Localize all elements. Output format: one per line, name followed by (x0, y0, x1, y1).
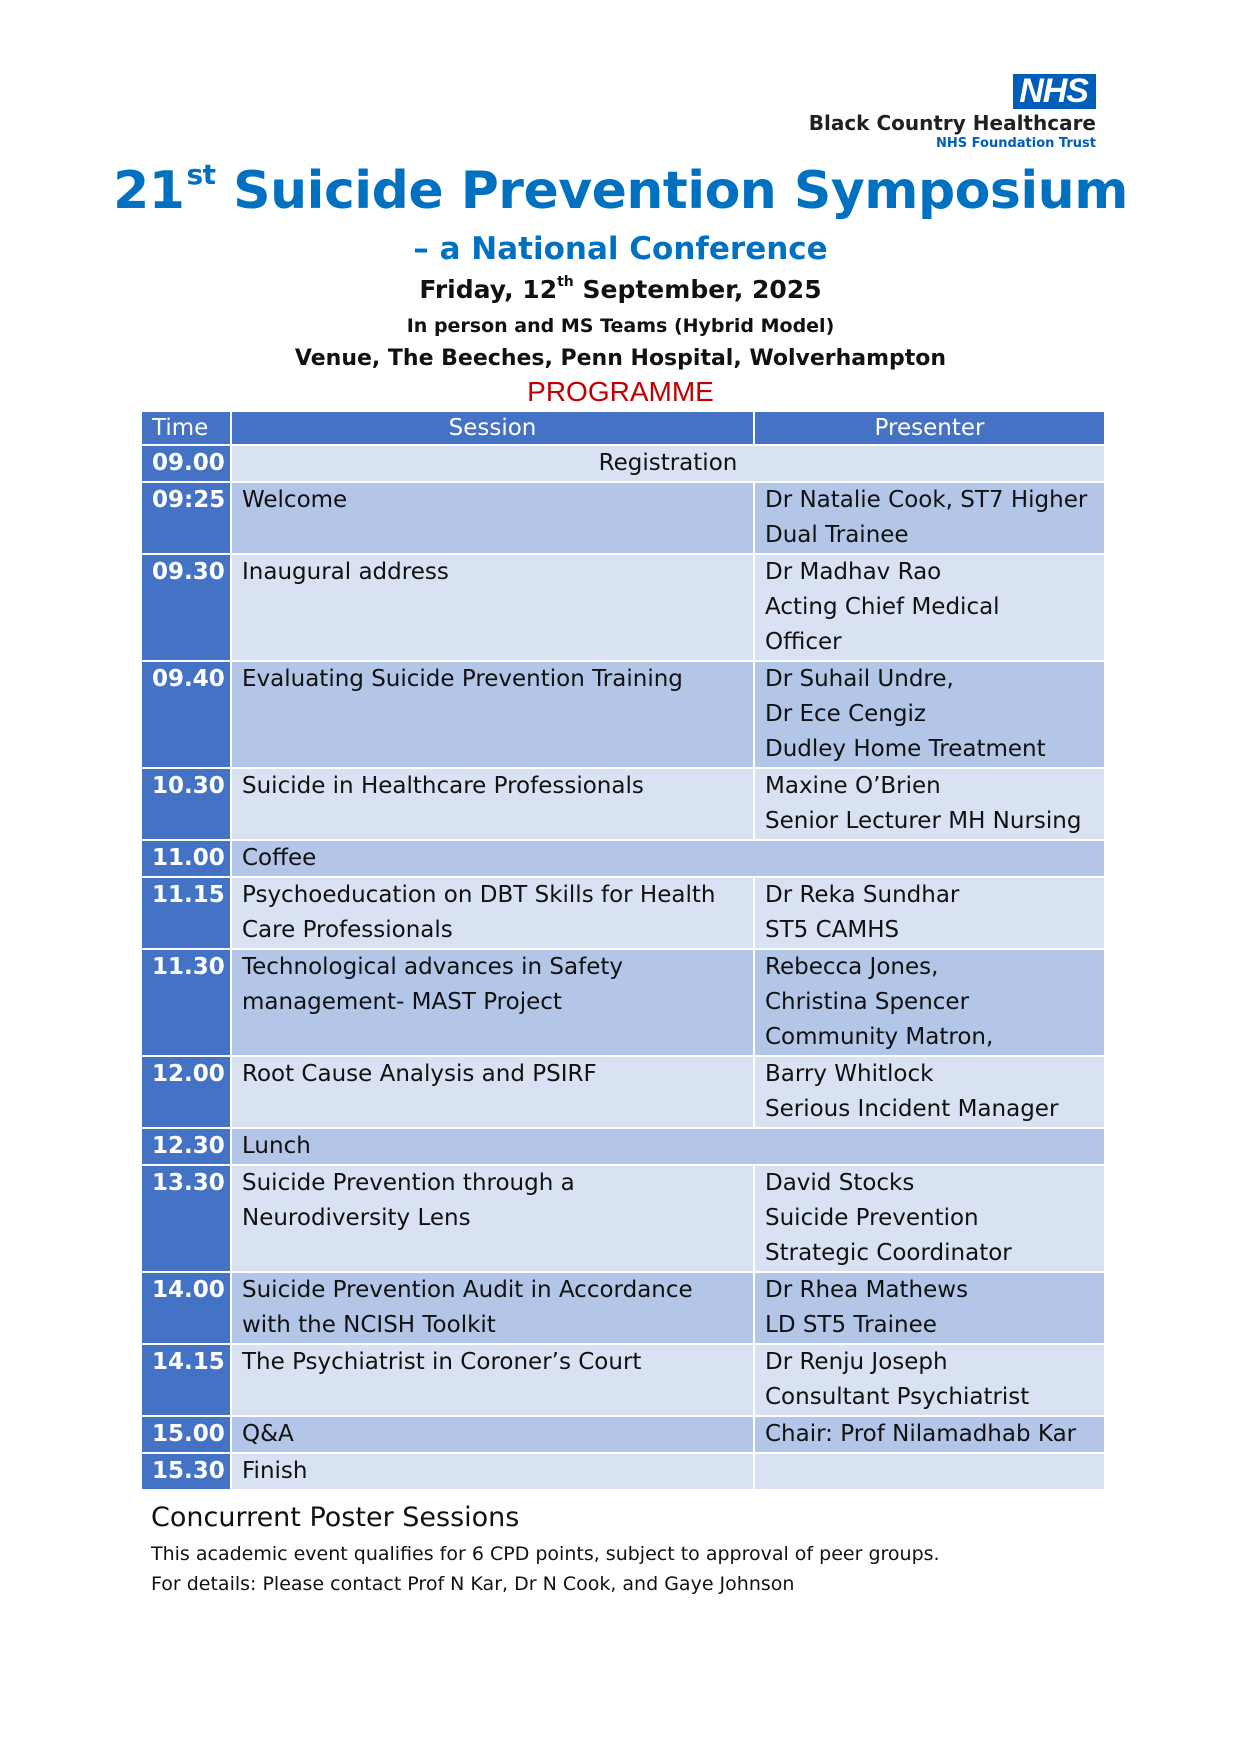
row-session (231, 1056, 754, 1128)
row-time: 15.30 (141, 1453, 231, 1490)
table-row (141, 840, 1105, 877)
table-row (141, 554, 1105, 661)
row-time: 09.30 (141, 554, 231, 661)
row-session (231, 877, 754, 949)
table-row (141, 768, 1105, 840)
row-time: 15.00 (141, 1416, 231, 1453)
row-time: 09.40 (141, 661, 231, 768)
row-presenter (754, 1165, 1105, 1272)
row-presenter (754, 1453, 1105, 1490)
row-presenter (754, 768, 1105, 840)
presenter-line: Rebecca Jones, (765, 954, 939, 980)
row-session (231, 949, 754, 1056)
table-row-registration (141, 445, 1105, 482)
row-time: 12.30 (141, 1128, 231, 1165)
row-session (231, 661, 754, 768)
presenter-line: Dual Trainee (765, 522, 909, 548)
row-presenter (754, 1344, 1105, 1416)
header-presenter: Presenter (754, 411, 1105, 445)
trust-name: Black Country Healthcare (808, 111, 1096, 135)
presenter-line: Maxine O’Brien (765, 773, 941, 799)
row-presenter (754, 554, 1105, 661)
session-line: management- MAST Project (242, 989, 562, 1015)
row-time: 11.00 (141, 840, 231, 877)
trust-subtitle: NHS Foundation Trust (936, 136, 1096, 151)
presenter-line: Dr Renju Joseph (765, 1349, 948, 1375)
session-line: Inaugural address (242, 559, 449, 585)
session-line: Lunch (242, 1133, 311, 1159)
session-line: Q&A (242, 1421, 294, 1447)
row-time: 09.00 (141, 445, 231, 482)
page-subtitle: – a National Conference (413, 231, 828, 267)
presenter-line: Christina Spencer (765, 989, 970, 1015)
row-session (231, 840, 1105, 877)
table-row (141, 1128, 1105, 1165)
presenter-line: Consultant Psychiatrist (765, 1384, 1030, 1410)
row-time: 13.30 (141, 1165, 231, 1272)
presenter-line: Dudley Home Treatment (765, 736, 1046, 762)
session-line: Suicide in Healthcare Professionals (242, 773, 644, 799)
row-presenter (754, 1272, 1105, 1344)
presenter-line: Dr Rhea Mathews (765, 1277, 969, 1303)
row-time: 14.15 (141, 1344, 231, 1416)
presenter-line: Chair: Prof Nilamadhab Kar (765, 1421, 1077, 1447)
presenter-line: Serious Incident Manager (765, 1096, 1059, 1122)
title-number: 21 (113, 161, 185, 221)
row-session (231, 554, 754, 661)
table-row (141, 1416, 1105, 1453)
row-time: 10.30 (141, 768, 231, 840)
event-date (0, 274, 1241, 304)
presenter-line: David Stocks (765, 1170, 915, 1196)
contact-note: For details: Please contact Prof N Kar, Dr N Cook, and Gaye Johnson (151, 1573, 795, 1595)
row-session (231, 1272, 754, 1344)
presenter-line: Community Matron, (765, 1024, 994, 1050)
row-session: Registration (231, 445, 1105, 482)
table-row (141, 949, 1105, 1056)
event-mode: In person and MS Teams (Hybrid Model) (406, 315, 835, 337)
page-title (0, 158, 1241, 221)
row-session (231, 482, 754, 554)
row-session (231, 768, 754, 840)
session-line: Care Professionals (242, 917, 453, 943)
programme-table (140, 410, 1106, 1491)
table-row (141, 1056, 1105, 1128)
row-session (231, 1344, 754, 1416)
date-prefix: Friday, 12 (419, 275, 558, 304)
row-presenter (754, 1056, 1105, 1128)
presenter-line: Dr Natalie Cook, ST7 Higher (765, 487, 1088, 513)
row-presenter (754, 877, 1105, 949)
presenter-line: LD ST5 Trainee (765, 1312, 937, 1338)
table-row (141, 1344, 1105, 1416)
presenter-line: Acting Chief Medical (765, 594, 1000, 620)
session-line: Coffee (242, 845, 317, 871)
presenter-line: Suicide Prevention (765, 1205, 979, 1231)
poster-sessions-heading: Concurrent Poster Sessions (151, 1502, 520, 1533)
title-text: Suicide Prevention Symposium (233, 161, 1128, 221)
session-line: Neurodiversity Lens (242, 1205, 471, 1231)
session-line: Evaluating Suicide Prevention Training (242, 666, 683, 692)
programme-heading: PROGRAMME (527, 376, 714, 407)
cpd-note: This academic event qualifies for 6 CPD points, subject to approval of peer groups. (151, 1543, 940, 1565)
table-row (141, 482, 1105, 554)
row-session (231, 1165, 754, 1272)
session-line: Psychoeducation on DBT Skills for Health (242, 882, 716, 908)
row-time: 09:25 (141, 482, 231, 554)
presenter-line: ST5 CAMHS (765, 917, 900, 943)
session-line: Suicide Prevention through a (242, 1170, 575, 1196)
row-time: 11.15 (141, 877, 231, 949)
presenter-line: Officer (765, 629, 842, 655)
presenter-line: Senior Lecturer MH Nursing (765, 808, 1082, 834)
row-presenter (754, 661, 1105, 768)
table-row (141, 1453, 1105, 1490)
session-line: Suicide Prevention Audit in Accordance (242, 1277, 693, 1303)
presenter-line: Dr Ece Cengiz (765, 701, 926, 727)
row-session (231, 1416, 754, 1453)
presenter-line: Dr Reka Sundhar (765, 882, 960, 908)
session-line: The Psychiatrist in Coroner’s Court (242, 1349, 642, 1375)
session-line: Root Cause Analysis and PSIRF (242, 1061, 597, 1087)
row-presenter (754, 482, 1105, 554)
title-ordinal-suffix: st (186, 158, 216, 191)
row-time: 11.30 (141, 949, 231, 1056)
session-line: Welcome (242, 487, 348, 513)
row-session (231, 1128, 1105, 1165)
header-session: Session (231, 411, 754, 445)
date-ordinal-suffix: th (557, 274, 574, 290)
header-time: Time (141, 411, 231, 445)
table-row (141, 1165, 1105, 1272)
presenter-line: Dr Suhail Undre, (765, 666, 954, 692)
nhs-logo (809, 74, 1096, 151)
table-row (141, 1272, 1105, 1344)
event-venue: Venue, The Beeches, Penn Hospital, Wolverhampton (294, 346, 947, 371)
presenter-line: Barry Whitlock (765, 1061, 934, 1087)
nhs-logo-mark: NHS (1013, 74, 1096, 109)
table-row (141, 877, 1105, 949)
session-line: with the NCISH Toolkit (242, 1312, 496, 1338)
row-presenter (754, 1416, 1105, 1453)
presenter-line: Strategic Coordinator (765, 1240, 1012, 1266)
row-time: 14.00 (141, 1272, 231, 1344)
date-rest: September, 2025 (582, 275, 822, 304)
session-line: Finish (242, 1458, 308, 1484)
table-row (141, 661, 1105, 768)
row-time: 12.00 (141, 1056, 231, 1128)
table-header-row (141, 411, 1105, 445)
row-session (231, 1453, 754, 1490)
session-line: Technological advances in Safety (242, 954, 623, 980)
presenter-line: Dr Madhav Rao (765, 559, 942, 585)
row-presenter (754, 949, 1105, 1056)
